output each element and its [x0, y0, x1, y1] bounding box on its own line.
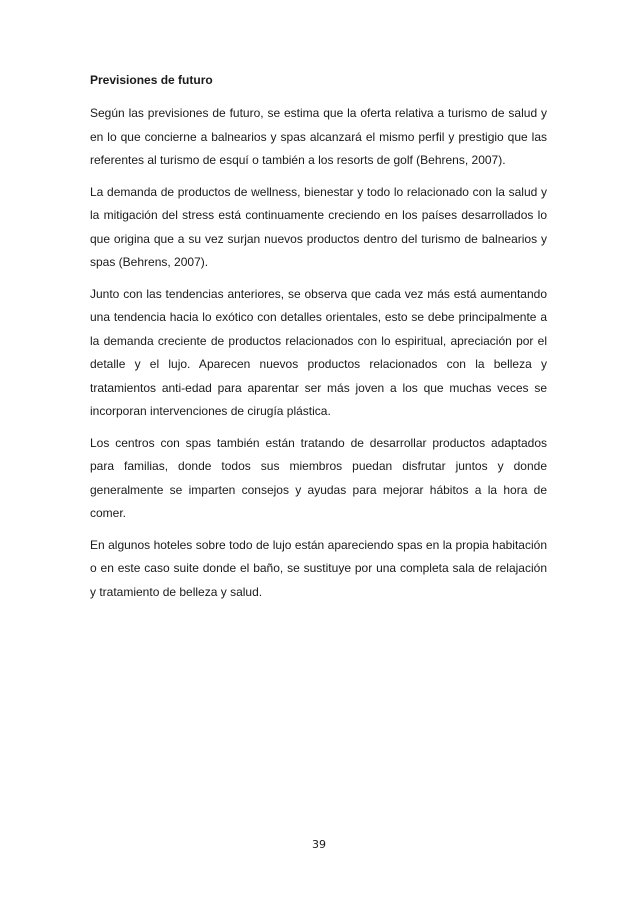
- paragraph-5: En algunos hoteles sobre todo de lujo están apareciendo spas en la propia habitación o en este caso suite donde el baño, se sustituye por una completa sala de relajación y tratamiento de belleza y salud.: [90, 537, 547, 599]
- page-number: 39: [312, 838, 326, 851]
- paragraph-1: Según las previsiones de futuro, se estima que la oferta relativa a turismo de salud y en lo que concierne a balnearios y spas alcanzará el mismo perfil y prestigio que las referentes al turismo de esquí o también a los resorts de golf (Behrens, 2007).: [90, 106, 547, 167]
- paragraph-2: La demanda de productos de wellness, bienestar y todo lo relacionado con la salud y la mitigación del stress está continuamente creciendo en los países desarrollados lo que origina que a su vez surjan nuevos productos dentro del turismo de balnearios y spas (Behrens, 2007).: [90, 184, 547, 269]
- paragraph-3: Junto con las tendencias anteriores, se observa que cada vez más está aumentando una tendencia hacia lo exótico con detalles orientales, esto se debe principalmente a la demanda creciente de productos relacionados con lo espiritual, apreciación por el detalle y el lujo. Aparecen nuevos productos relacionados con la belleza y tratamientos anti-edad para aparentar ser más joven a los que muchas veces se incorporan intervenciones de cirugía plástica.: [90, 286, 547, 418]
- page-content: [90, 72, 547, 612]
- section-heading: Previsiones de futuro: [90, 73, 213, 87]
- paragraph-4: Los centros con spas también están tratando de desarrollar productos adaptados para familias, donde todos sus miembros puedan disfrutar juntos y donde generalmente se imparten consejos y ayudas para mejorar hábitos a la hora de comer.: [90, 435, 547, 520]
